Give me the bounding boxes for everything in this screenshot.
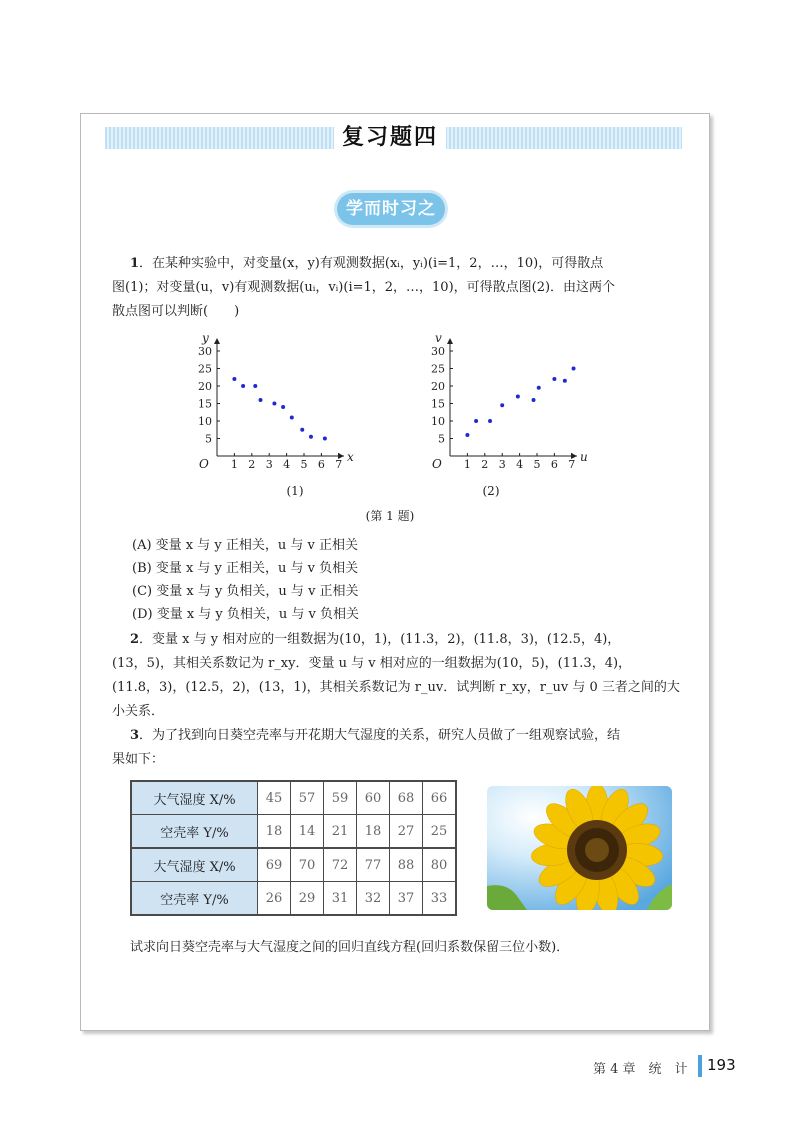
y-arrow	[447, 338, 453, 344]
x-tick-label: 1	[230, 458, 238, 471]
table-cell: 72	[324, 848, 357, 882]
section-title: 复习题四	[334, 121, 446, 155]
section-badge: 学而时习之	[337, 193, 445, 225]
data-point	[309, 435, 313, 439]
data-point	[241, 384, 245, 388]
data-point	[290, 416, 294, 420]
q1-line3: 散点图可以判断( )	[112, 304, 240, 319]
q2-text-1: ．变量 x 与 y 相对应的一组数据为(10，1)，(11.3，2)，(11.8，3)，(12.5，4)，	[139, 632, 621, 647]
x-tick-label: 5	[300, 458, 308, 471]
data-point	[232, 377, 236, 381]
q3-question: 试求向日葵空壳率与大气湿度之间的回归直线方程(回归系数保留三位小数)．	[130, 940, 570, 955]
table-cell: 25	[423, 815, 457, 849]
sunflower-photo	[487, 786, 672, 910]
y-tick-label: 15	[198, 397, 212, 411]
y-tick-label: 25	[431, 362, 445, 376]
scatter-plot-2	[423, 328, 593, 478]
y-tick-label: 30	[198, 345, 212, 358]
q2-line4: 小关系．	[112, 704, 165, 719]
row-header: 空壳率 Y/%	[131, 815, 258, 849]
data-point	[552, 377, 556, 381]
q1-line2: 图(1)；对变量(u，v)有观测数据(uᵢ，vᵢ)(i=1，2，…，10)，可得散点图(2)．由这两个	[112, 280, 616, 295]
y-axis-label: v	[435, 331, 442, 345]
x-axis-label: x	[347, 450, 354, 464]
q1-text-1: ．在某种实验中，对变量(x，y)有观测数据(xᵢ，yᵢ)(i=1，2，…，10)，可得散点	[139, 256, 604, 271]
table-row	[131, 848, 456, 882]
table-row	[131, 815, 456, 849]
table-cell: 21	[324, 815, 357, 849]
table-cell: 59	[324, 781, 357, 815]
data-point	[465, 433, 469, 437]
row-header: 大气湿度 X/%	[131, 781, 258, 815]
option-a: (A) 变量 x 与 y 正相关，u 与 v 正相关	[132, 538, 358, 553]
table-cell: 18	[258, 815, 291, 849]
q2-number: 2	[130, 632, 140, 647]
table-cell: 45	[258, 781, 291, 815]
table-cell: 68	[390, 781, 423, 815]
table-cell: 37	[390, 882, 423, 916]
data-point	[281, 405, 285, 409]
table-row	[131, 882, 456, 916]
x-tick-label: 3	[498, 458, 506, 471]
q2-line3: (11.8，3)，(12.5，2)，(13，1)，其相关系数记为 r_uv．试判断 r_xy，r_uv 与 0 三者之间的大	[112, 680, 680, 695]
table-cell: 33	[423, 882, 457, 916]
x-tick-label: 7	[568, 458, 576, 471]
table-cell: 14	[291, 815, 324, 849]
y-tick-label: 5	[205, 432, 212, 446]
data-point	[532, 398, 536, 402]
y-tick-label: 10	[431, 415, 445, 428]
x-tick-label: 6	[317, 458, 325, 471]
table-cell: 57	[291, 781, 324, 815]
x-tick-label: 6	[550, 458, 558, 471]
chapter-label: 第 4 章 统 计	[593, 1062, 688, 1077]
q3-line2: 果如下：	[112, 752, 165, 767]
x-tick-label: 7	[335, 458, 343, 471]
figure-caption: (第 1 题)	[365, 509, 415, 523]
table-cell: 18	[357, 815, 390, 849]
data-point	[253, 384, 257, 388]
x-tick-label: 1	[463, 458, 471, 471]
q2-line1	[130, 628, 620, 652]
table-cell: 27	[390, 815, 423, 849]
y-arrow	[214, 338, 220, 344]
table-cell: 88	[390, 848, 423, 882]
q3-text-1: ．为了找到向日葵空壳率与开花期大气湿度的关系，研究人员做了一组观察试验，结	[139, 728, 621, 743]
q1-line1	[130, 252, 603, 276]
y-tick-label: 5	[438, 432, 445, 446]
x-tick-label: 4	[283, 458, 291, 471]
x-tick-label: 3	[265, 458, 273, 471]
humidity-table	[130, 780, 457, 916]
data-point	[537, 386, 541, 390]
table-cell: 31	[324, 882, 357, 916]
table-cell: 70	[291, 848, 324, 882]
data-point	[323, 437, 327, 441]
option-d: (D) 变量 x 与 y 负相关，u 与 v 负相关	[132, 607, 360, 622]
y-tick-label: 10	[198, 415, 212, 428]
chart2-caption: (2)	[482, 484, 500, 498]
data-point	[488, 419, 492, 423]
y-tick-label: 20	[431, 380, 445, 393]
y-axis-label: y	[202, 331, 209, 345]
table-cell: 32	[357, 882, 390, 916]
x-tick-label: 5	[533, 458, 541, 471]
y-tick-label: 20	[198, 380, 212, 393]
x-tick-label: 4	[516, 458, 524, 471]
data-point	[563, 379, 567, 383]
scatter-plot-1	[190, 328, 360, 478]
q3-number: 3	[130, 728, 140, 743]
data-point	[572, 367, 576, 371]
row-header: 空壳率 Y/%	[131, 882, 258, 916]
y-tick-label: 15	[431, 397, 445, 411]
option-c: (C) 变量 x 与 y 负相关，u 与 v 正相关	[132, 584, 359, 599]
data-point	[300, 428, 304, 432]
x-tick-label: 2	[481, 458, 489, 471]
origin-label: O	[199, 457, 209, 471]
y-tick-label: 25	[198, 362, 212, 376]
y-tick-label: 30	[431, 345, 445, 358]
table-row	[131, 781, 456, 815]
q2-line2: (13，5)，其相关系数记为 r_xy．变量 u 与 v 相对应的一组数据为(10，5)，(11.3，4)，	[112, 656, 632, 671]
data-point	[272, 402, 276, 406]
footer-bar	[698, 1055, 702, 1077]
origin-label: O	[432, 457, 442, 471]
table-cell: 80	[423, 848, 457, 882]
page-number: 193	[707, 1056, 736, 1074]
option-b: (B) 变量 x 与 y 正相关，u 与 v 负相关	[132, 561, 359, 576]
q3-line1	[130, 724, 620, 748]
table-cell: 66	[423, 781, 457, 815]
x-axis-label: u	[580, 450, 588, 464]
x-tick-label: 2	[248, 458, 256, 471]
table-cell: 60	[357, 781, 390, 815]
table-cell: 26	[258, 882, 291, 916]
data-point	[516, 395, 520, 399]
row-header: 大气湿度 X/%	[131, 848, 258, 882]
q1-number: 1	[130, 256, 140, 271]
chart1-caption: (1)	[286, 484, 304, 498]
table-cell: 29	[291, 882, 324, 916]
data-point	[259, 398, 263, 402]
data-point	[474, 419, 478, 423]
data-point	[500, 403, 504, 407]
table-cell: 77	[357, 848, 390, 882]
table-cell: 69	[258, 848, 291, 882]
